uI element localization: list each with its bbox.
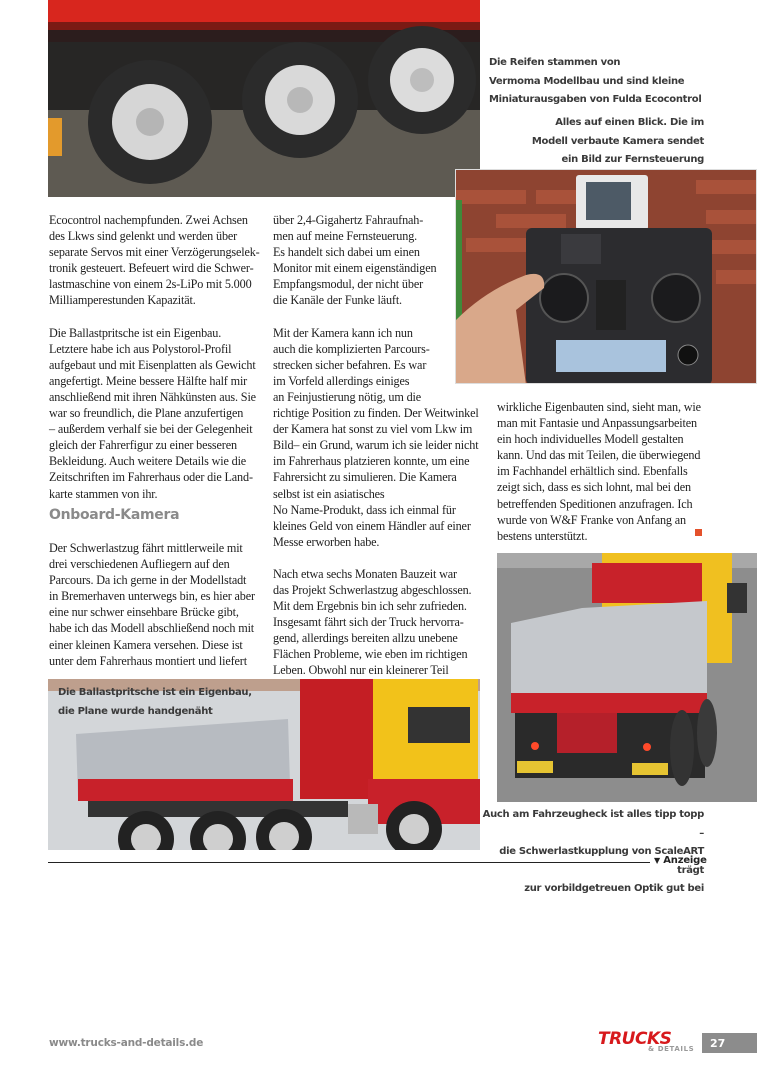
caption-line: Die Reifen stammen von [489, 57, 621, 68]
caption-ballast [58, 684, 278, 721]
page-number: 27 [702, 1033, 757, 1053]
rear-illustration [497, 553, 757, 802]
caption-camera [480, 114, 704, 170]
wheel-2 [242, 42, 358, 158]
paragraph: Die Ballastpritsche ist ein Eigenbau. Letztere habe ich aus Polystorol-Profil aufgebaut und mit Eisenplatten als Gewicht angefertigt. Meine bessere Hälfte half mir anschließend mit ihren Nähkünsten aus. Sie war so freundlich, die Plane anzufertigen – außerdem verhalf sie bei der Gelegenheit gleich der Fahrerfigur zu einer besseren Bekleidung. Auch weitere Details wie die Zeitschriften im Fahrerhaus oder die Land- karte stammen von ihr. [49, 325, 256, 501]
wheel-3 [368, 26, 476, 134]
paragraph: Ecocontrol nachempfunden. Zwei Achsen des Lkws sind gelenkt und werden über separate Servos mit einer Verzögerungselek- tronik gesteuert. Befeuert wird die Schwer- lastmaschine von einem 2s-LiPo mit 5.000 Milliamperestunden Kapazität. [49, 213, 260, 308]
section-heading: Onboard-Kamera [49, 507, 180, 523]
wheels-illustration [48, 0, 480, 197]
article-column-2 [273, 212, 483, 679]
ad-marker-label: Anzeige [663, 855, 707, 866]
caption-line: Alles auf einen Blick. Die im [555, 117, 704, 128]
paragraph: Mit der Kamera kann ich nun auch die komplizierten Parcours- strecken sicher befahren. Es war im Vorfeld allerdings einiges an Feinjustierung nötig, um die richtige Position zu finden. Der Weitwinkel der Kamera hat sonst zu viel vom Lkw im Bild– ein Grund, warum ich sie leider nicht im Fahrerhaus platzieren konnte, um eine Fahrersicht zu simulieren. Die Kamera selbst ist ein asiatisches No Name-Produkt, dass ich einmal für kleines Geld von einem Händler auf einer Messe erworben habe. [273, 325, 479, 549]
caption-line: Auch am Fahrzeugheck ist alles tipp topp – [482, 809, 704, 839]
paragraph: Der Schwerlastzug fährt mittlerweile mit drei verschiedenen Aufliegern auf den Parcours. Da ich gerne in der Modellstadt in Bremerhaven unterwegs bin, es hier aber eine nur schwer einsehbare Brücke gibt, habe ich das Modell abschließend noch mit einer kleinen Kamera versehen. Diese ist unter dem Fahrerhaus montiert und liefert [49, 541, 255, 668]
article-column-1-continued [49, 540, 269, 669]
photo-remote-control [455, 169, 757, 384]
caption-line: Miniaturausgaben von Fulda Ecocontrol [489, 94, 702, 106]
wheel-1 [88, 60, 212, 184]
article-end-mark [695, 529, 702, 536]
magazine-logo: TRUCKS [598, 1029, 672, 1049]
caption-line: Modell verbaute Kamera sendet [531, 135, 704, 147]
caption-line: Vermoma Modellbau und sind kleine [489, 75, 685, 87]
paragraph: wirkliche Eigenbauten sind, sieht man, wie man mit Fantasie und Anpassungsarbeiten ein hoch individuelles Modell gestalten kann. Und das mit Teilen, die überwiegend im Fachhandel erhältlich sind. Ebenfalls zeigt sich, dass es sich lohnt, mal bei den betreffenden Speditionen anzufragen. Ich wurde von W&F Franke von Anfang an bestens unterstützt. [497, 400, 701, 543]
magazine-logo-subtitle: & DETAILS [648, 1045, 695, 1053]
caption-line: Die Ballastpritsche ist ein Eigenbau, [58, 687, 252, 698]
caption-line: die Schwerlastkupplung von ScaleART trägt [499, 846, 704, 876]
caption-line: zur vorbildgetreuen Optik gut bei [524, 883, 704, 895]
photo-rear [497, 553, 757, 802]
caption-tyres [489, 54, 749, 110]
paragraph: über 2,4-Gigahertz Fahraufnah- men auf meine Fernsteuerung. Es handelt sich dabei um einen Monitor mit einem eigenständigen Empfangsmodul, der nicht über die Kanäle der Funke läuft. [273, 213, 437, 308]
caption-line: die Plane wurde handgenäht [58, 705, 213, 717]
ad-marker [654, 855, 707, 866]
photo-wheels [48, 0, 480, 197]
paragraph: Nach etwa sechs Monaten Bauzeit war das Projekt Schwerlastzug abgeschlossen. Mit dem Ergebnis bin ich sehr zufrieden. Insgesamt fährt sich der Truck hervorra- gend, allerdings bereiten allzu unebene Flächen Probleme, wie eben im richtigen Leben. Obwohl nur ein kleinerer Teil [273, 566, 472, 678]
article-column-3 [497, 399, 712, 544]
caption-rear [480, 806, 707, 899]
remote-illustration [456, 170, 757, 384]
triangle-down-icon: ▼ [654, 856, 660, 865]
ad-separator-rule [48, 862, 650, 863]
article-column-1 [49, 212, 269, 502]
footer-url[interactable]: www.trucks-and-details.de [49, 1037, 204, 1049]
caption-line: ein Bild zur Fernsteuerung [561, 154, 704, 166]
